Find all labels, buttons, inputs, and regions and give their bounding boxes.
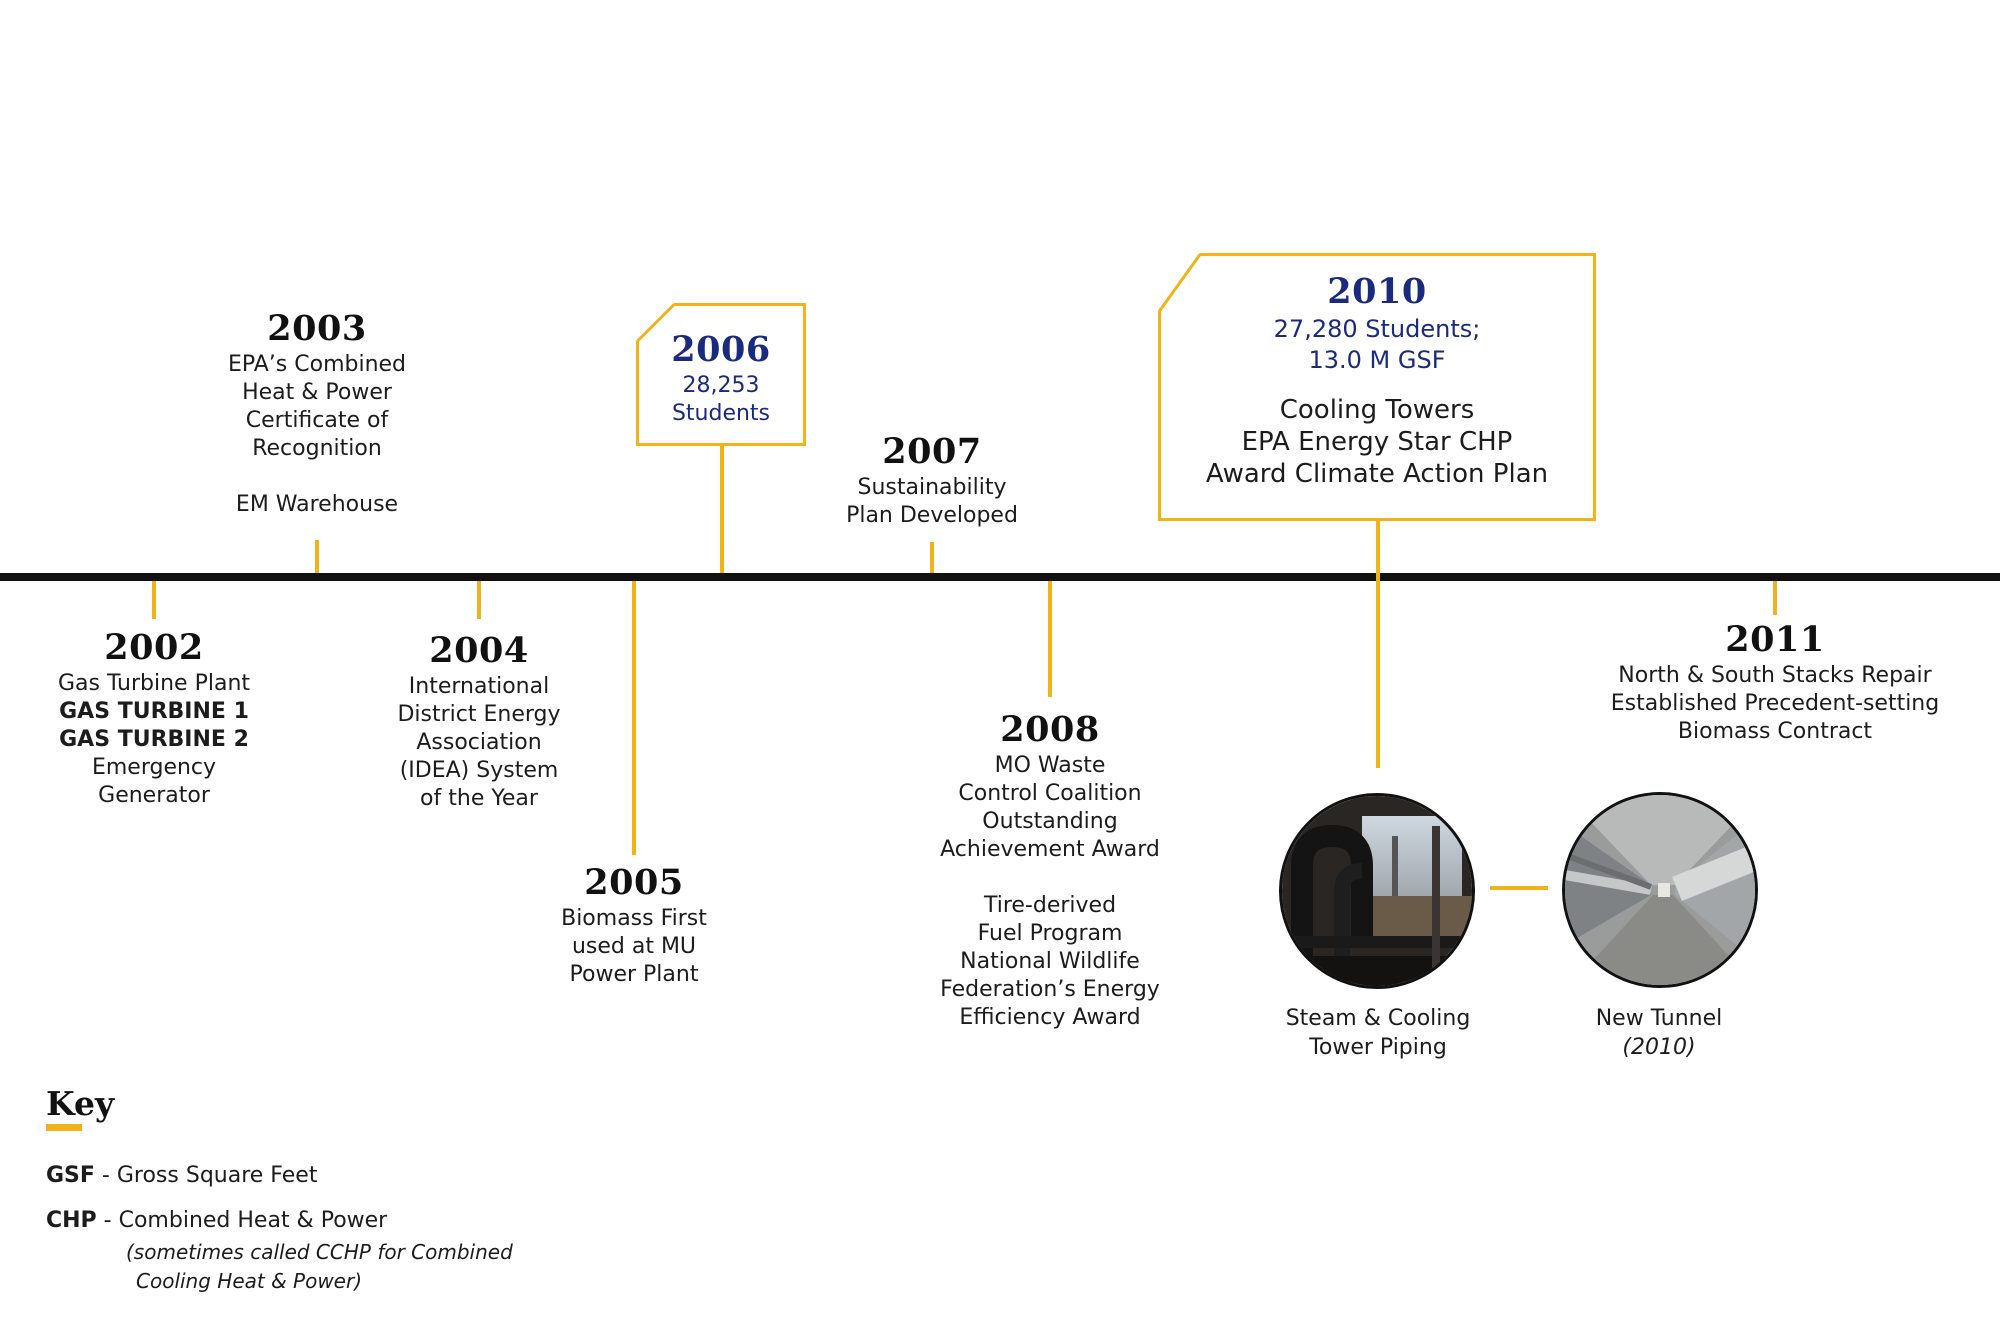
event-line: Fuel Program — [977, 921, 1123, 946]
event-line: Tire-derived — [983, 893, 1117, 918]
event-2003 — [228, 307, 406, 519]
event-line: of the Year — [420, 786, 538, 811]
caption-line: Tower Piping — [1309, 1035, 1447, 1060]
callout-2006 — [636, 303, 806, 446]
key-note-line: Cooling Heat & Power) — [136, 1269, 363, 1293]
event-2002 — [58, 626, 250, 810]
event-year: 2011 — [1725, 619, 1825, 660]
event-year: 2003 — [267, 308, 367, 349]
steam-cooling-caption — [1286, 1004, 1471, 1062]
new-tunnel-photo — [1562, 792, 1758, 988]
key-entry-gsf — [46, 1162, 317, 1190]
tick-2010 — [1376, 519, 1380, 768]
event-line: Outstanding — [982, 809, 1118, 834]
key-definition: - Gross Square Feet — [94, 1163, 318, 1188]
event-line: GAS TURBINE 2 — [59, 727, 249, 752]
event-line: Achievement Award — [940, 837, 1160, 862]
event-year: 2010 — [1327, 271, 1427, 312]
event-year: 2008 — [1000, 709, 1100, 750]
event-line: Established Precedent-setting — [1610, 691, 1940, 716]
event-line: Award Climate Action Plan — [1205, 459, 1549, 489]
event-line: National Wildlife — [960, 949, 1140, 974]
event-line — [940, 864, 1160, 892]
key-underline — [46, 1124, 82, 1131]
tick-2003 — [315, 540, 319, 573]
event-line: Gas Turbine Plant — [57, 671, 251, 696]
tick-2004 — [477, 581, 481, 619]
caption-year: (2010) — [1622, 1035, 1696, 1060]
event-line: EM Warehouse — [235, 492, 399, 517]
box-notch — [636, 303, 680, 347]
key-definition: - Combined Heat & Power — [96, 1208, 388, 1233]
event-line: Plan Developed — [846, 503, 1018, 528]
event-line: EPA’s Combined — [227, 352, 407, 377]
stat-line: 27,280 Students; — [1273, 315, 1481, 343]
event-year: 2006 — [671, 329, 771, 370]
event-year: 2005 — [584, 862, 684, 903]
event-line: Control Coalition — [958, 781, 1142, 806]
event-2007 — [846, 430, 1018, 530]
key-section — [46, 1084, 114, 1131]
event-line: Certificate of — [245, 408, 389, 433]
tick-2007 — [930, 542, 934, 573]
event-line: District Energy — [397, 702, 561, 727]
event-line: Cooling Towers — [1279, 395, 1475, 425]
callout-2010 — [1158, 253, 1596, 521]
box-notch — [1158, 253, 1206, 317]
stat-line: 28,253 — [682, 373, 760, 398]
event-line: Heat & Power — [242, 380, 392, 405]
tick-2002 — [152, 581, 156, 619]
tick-2008 — [1048, 581, 1052, 697]
event-2005 — [561, 861, 707, 989]
event-line: Recognition — [252, 436, 382, 461]
event-line: International — [408, 674, 550, 699]
event-line: used at MU — [571, 934, 697, 959]
event-2004 — [397, 629, 560, 813]
caption-line: New Tunnel — [1595, 1006, 1723, 1031]
key-entry-chp — [46, 1207, 387, 1235]
key-abbr: GSF — [46, 1163, 95, 1188]
steam-piping-image — [1282, 796, 1475, 989]
tunnel-image — [1565, 795, 1758, 988]
event-line: Biomass Contract — [1677, 719, 1873, 744]
event-year: 2002 — [104, 627, 204, 668]
event-line: Sustainability — [857, 475, 1007, 500]
event-2011 — [1611, 618, 1939, 746]
caption-line: Steam & Cooling — [1285, 1006, 1471, 1031]
steam-cooling-photo — [1279, 793, 1475, 989]
stat-line: 13.0 M GSF — [1308, 346, 1446, 374]
event-line: Efficiency Award — [959, 1005, 1141, 1030]
event-line — [228, 463, 406, 491]
event-line: GAS TURBINE 1 — [59, 699, 249, 724]
key-note-line: (sometimes called CCHP for Combined — [126, 1240, 513, 1264]
event-line: Emergency — [91, 755, 217, 780]
photo-connector — [1490, 886, 1548, 890]
event-line: Biomass First — [561, 906, 707, 931]
key-title: Key — [46, 1084, 115, 1123]
key-abbr: CHP — [46, 1208, 97, 1233]
event-line: Federation’s Energy — [940, 977, 1160, 1002]
event-year: 2004 — [429, 630, 529, 671]
tick-2005 — [632, 581, 636, 855]
event-line: MO Waste — [994, 753, 1106, 778]
event-line: Power Plant — [569, 962, 699, 987]
event-line: Generator — [98, 783, 210, 808]
stat-line: Students — [671, 401, 771, 426]
timeline-axis — [0, 573, 2000, 581]
event-year: 2007 — [882, 431, 982, 472]
event-line: North & South Stacks Repair — [1618, 663, 1932, 688]
event-line: (IDEA) System — [399, 758, 559, 783]
event-line: Association — [416, 730, 542, 755]
event-2008 — [940, 708, 1160, 1032]
tick-2006 — [720, 445, 724, 573]
tick-2011 — [1773, 581, 1777, 615]
new-tunnel-caption — [1596, 1004, 1723, 1062]
event-line: EPA Energy Star CHP — [1241, 427, 1513, 457]
